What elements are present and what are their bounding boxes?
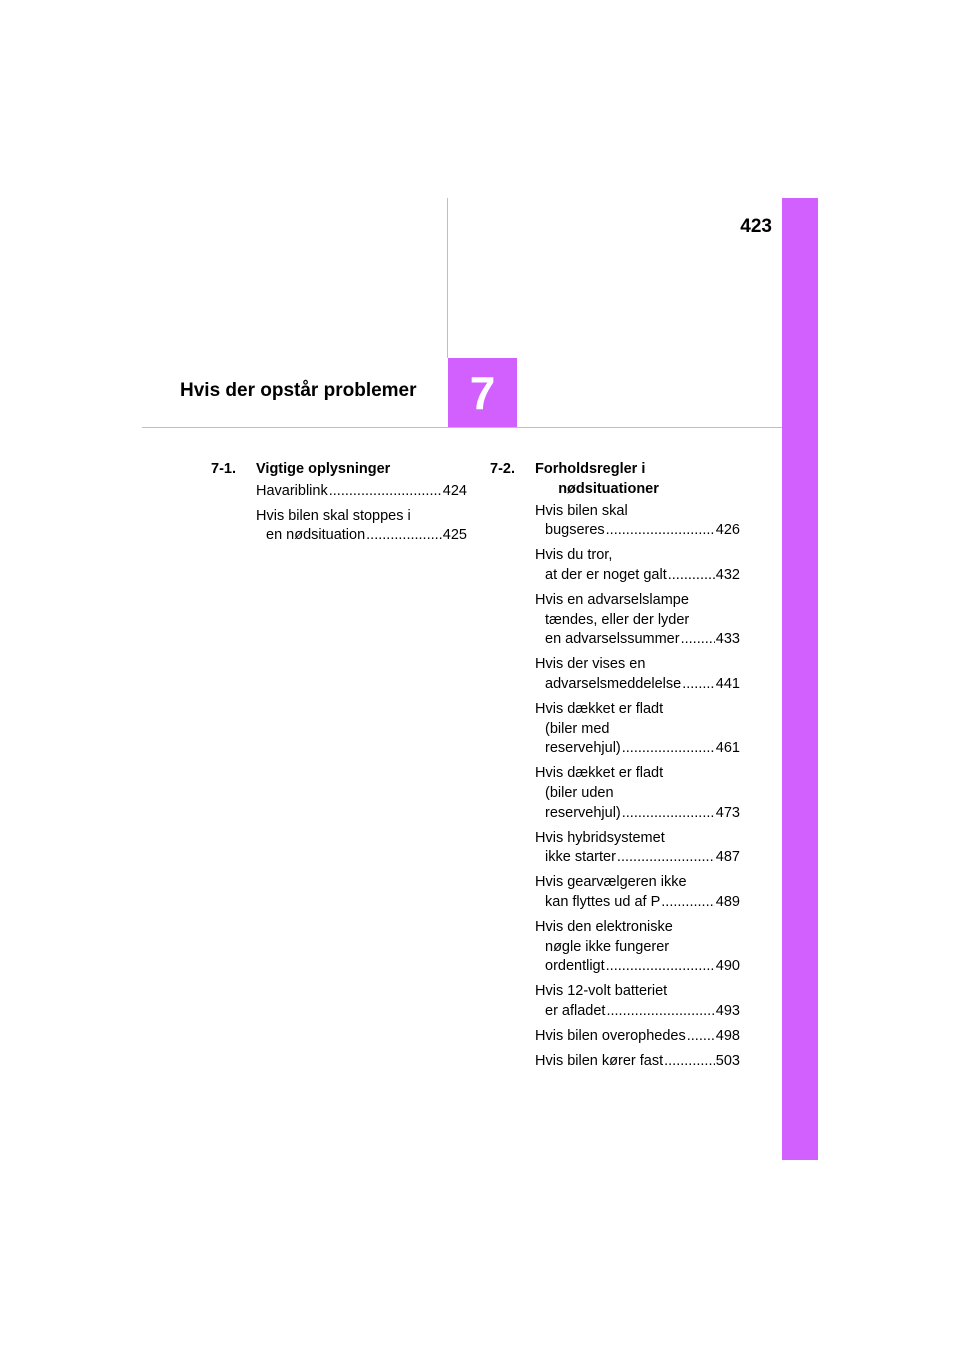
toc-page-number: 432 [715,566,740,583]
toc-entry[interactable] [535,982,740,1022]
toc-entry-line-text: Havariblink [256,482,328,499]
toc-entry-line-text: at der er noget galt [545,566,667,583]
toc-page-number: 490 [715,958,740,975]
header-vertical-rule [447,198,448,358]
dot-leader [329,482,442,502]
toc-entry-line-text: advarselsmeddelelse [545,675,682,692]
toc-entry-text [535,1052,740,1072]
toc-page-number: 424 [442,482,467,499]
toc-entry-line: Hvis dækket er fladt [535,700,664,717]
toc-entry-line: (biler med [545,720,610,737]
toc-entry-text [535,1027,740,1047]
toc-entry[interactable] [535,700,740,759]
toc-entry[interactable] [535,655,740,695]
toc-page-number: 503 [715,1052,740,1069]
section-number: 7-2. [490,461,515,477]
toc-entry-text [535,655,740,695]
toc-entry-line: (biler uden [545,784,614,801]
chapter-number-box: 7 [448,358,517,427]
section-title: Forholdsregler i nødsituationer [535,461,659,497]
toc-page-number: 426 [715,522,740,539]
toc-entry[interactable] [535,1027,740,1047]
toc-entry-line [535,848,740,868]
dot-leader [661,893,715,913]
toc-entry-list [211,482,467,546]
toc-entry-line-text: ordentligt [545,958,605,975]
toc-entry[interactable] [535,546,740,586]
chapter-title: Hvis der opstår problemer [180,380,417,401]
dot-leader [606,521,715,541]
dot-leader [682,675,715,695]
chapter-side-tab [782,198,818,1160]
toc-entry-line: Hvis bilen skal [535,502,628,519]
toc-entry-line: nøgle ikke fungerer [545,938,670,955]
toc-entry-line-text: bugseres [545,522,605,539]
toc-entry[interactable] [256,507,467,547]
toc-entry-text [535,829,740,869]
toc-entry-list [490,502,740,1072]
toc-entry[interactable] [256,482,467,502]
toc-entry-line-text: reservehjul) [545,740,621,757]
toc-entry[interactable] [535,918,740,977]
toc-entry-text [535,502,740,542]
section-heading [490,460,740,500]
toc-entry-text [535,918,740,977]
toc-entry-line-text: en advarselssummer [545,631,680,648]
toc-entry-text [535,764,740,823]
toc-entry-line: Hvis en advarselslampe [535,591,689,608]
toc-entry-line [535,739,740,759]
dot-leader [622,804,715,824]
dot-leader [606,957,715,977]
toc-entry-text [535,982,740,1022]
toc-entry-line [535,630,740,650]
toc-entry-line [535,804,740,824]
toc-page-number: 433 [715,631,740,648]
toc-entry-line: Hvis den elektroniske [535,918,673,935]
section-heading [211,460,467,480]
toc-page-number: 425 [442,527,467,544]
section-title: Vigtige oplysninger [256,461,391,477]
toc-entry-line [535,675,740,695]
toc-entry-line [535,521,740,541]
toc-entry-line: Hvis 12-volt batteriet [535,983,668,1000]
dot-leader [622,739,715,759]
toc-entry-line-text: ikke starter [545,849,616,866]
toc-entry-line: tændes, eller der lyder [545,611,690,628]
toc-entry-line-text: reservehjul) [545,804,621,821]
toc-entry-line: Hvis gearvælgeren ikke [535,874,687,891]
toc-page-number: 473 [715,804,740,821]
toc-page-number: 493 [715,1002,740,1019]
toc-entry-line-text: Hvis bilen overophedes [535,1027,686,1044]
toc-entry-line [256,526,467,546]
toc-column-right [490,460,740,1076]
toc-entry-line-text: en nødsituation [266,527,366,544]
toc-entry-line [256,482,467,502]
toc-entry-text [535,591,740,650]
section-number: 7-1. [211,461,236,477]
toc-entry-text [256,482,467,502]
toc-entry[interactable] [535,502,740,542]
dot-leader [606,1002,714,1022]
toc-entry-line [535,1052,740,1072]
dot-leader [664,1052,715,1072]
toc-entry-text [535,873,740,913]
toc-entry-line: Hvis hybridsystemet [535,829,665,846]
toc-entry[interactable] [535,829,740,869]
page-number: 423 [740,216,772,237]
toc-entry-line [535,1027,740,1047]
dot-leader [687,1027,715,1047]
dot-leader [617,848,715,868]
toc-entry[interactable] [535,764,740,823]
dot-leader [681,630,715,650]
toc-entry-text [256,507,467,547]
toc-page-number: 441 [715,675,740,692]
toc-page-number: 489 [715,893,740,910]
toc-entry-line [535,957,740,977]
toc-column-left [211,460,467,551]
toc-entry[interactable] [535,1052,740,1072]
toc-page-number: 461 [715,740,740,757]
toc-entry-line: Hvis dækket er fladt [535,765,664,782]
toc-entry[interactable] [535,873,740,913]
header-horizontal-rule [142,427,782,428]
toc-entry-line: Hvis der vises en [535,656,646,673]
toc-entry-line [535,1002,740,1022]
toc-entry-line [535,893,740,913]
dot-leader [668,566,715,586]
toc-page-number: 498 [715,1027,740,1044]
toc-entry-line-text: kan flyttes ud af P [545,893,661,910]
dot-leader [366,526,442,546]
toc-page-number: 487 [715,849,740,866]
toc-entry-text [535,546,740,586]
toc-entry-line: Hvis du tror, [535,547,613,564]
toc-entry-line [535,566,740,586]
toc-entry-text [535,700,740,759]
toc-entry-line: Hvis bilen skal stoppes i [256,507,411,524]
toc-entry-line-text: Hvis bilen kører fast [535,1052,664,1069]
toc-entry[interactable] [535,591,740,650]
toc-entry-line-text: er afladet [545,1002,606,1019]
